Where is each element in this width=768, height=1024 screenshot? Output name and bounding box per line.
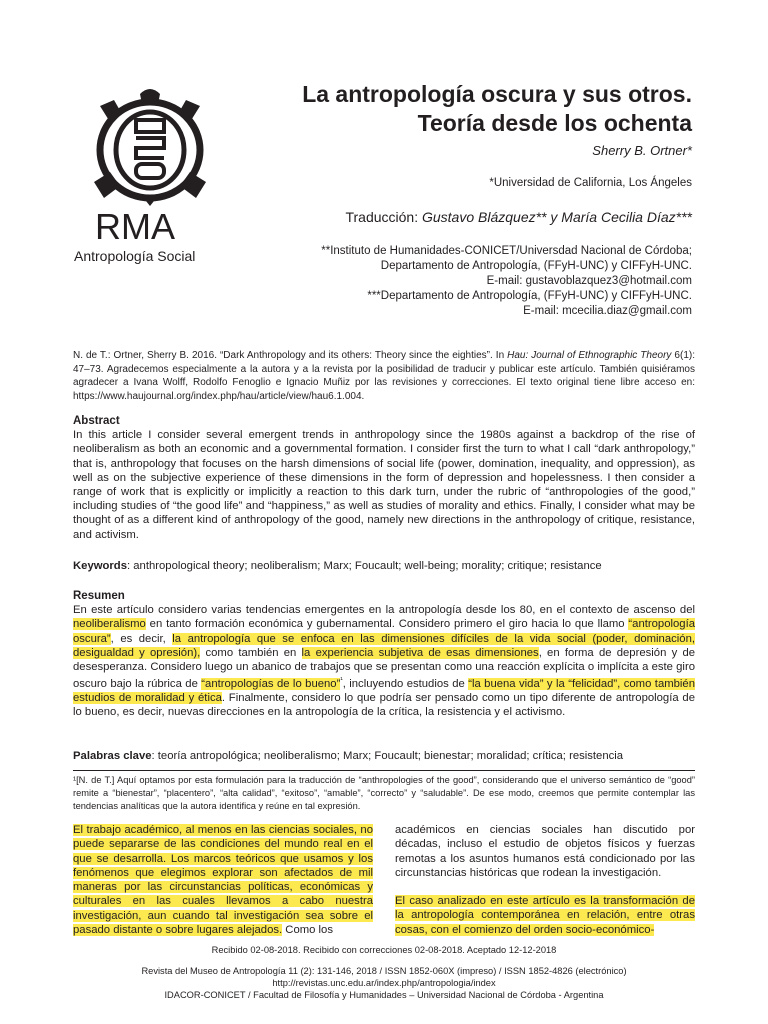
author-affiliation: *Universidad de California, Los Ángeles: [489, 177, 692, 189]
resumen-heading: Resumen: [73, 590, 125, 602]
resumen-section: [73, 589, 695, 720]
received-dates: Recibido 02-08-2018. Recibido con correcciones 02-08-2018. Aceptado 12-12-2018: [211, 945, 557, 955]
affil-line: ***Departamento de Antropología, (FFyH-UNC) y CIFFyH-UNC.: [367, 290, 692, 302]
resumen-seg: , incluyendo estudios de: [342, 677, 469, 690]
body-paragraph-highlighted: [395, 894, 695, 937]
keywords: [73, 560, 695, 572]
footnote-marker: ¹: [340, 677, 343, 685]
article-title: La antropología oscura y sus otros. Teoría desde los ochenta: [302, 81, 692, 136]
resumen-highlight: “antropologías de lo bueno”: [201, 677, 341, 690]
journal-footer: [73, 966, 695, 1001]
resumen-seg: En este artículo considero varias tendencias emergentes en la antropología desde los 80, en el contexto de ascenso del: [73, 604, 695, 617]
body-text: Como los: [282, 924, 333, 937]
note-text-rest: 6(1): 47–73. Agradecemos especialmente a la autora y a la revista por la posibilidad de traducir y publicar este artículo. También quisiéramos agradecer a Ivana Wolff, Rodolfo Fenoglio e Ignacio Muñiz por las revisiones y correcciones. El texto original tiene libre acceso en: https://www.haujournal.org/index.php/hau/article/view/hau6.1.004.: [73, 350, 695, 403]
body-highlight: El trabajo académico, al menos en las ciencias sociales, no puede separarse de las condiciones del mundo real en el que se desarrolla. Los marcos teóricos que usamos y los fenómenos que elegimos explorar son afectados de mil maneras por las circunstancias políticas, económicas y culturales en las cuales llevamos a cabo nuestra investigación, aun cuando tal investigación sea sobre el pasado distante o sobre lugares alejados.: [73, 824, 373, 937]
affil-line: **Instituto de Humanidades-CONICET/Universdad Nacional de Córdoba;: [321, 245, 692, 257]
body-highlight: El caso analizado en este artículo es la transformación de la antropología contemporánea en relación, entre otras cosas, con el comienzo del orden socio-económico-: [395, 895, 695, 936]
resumen-seg: en tanto formación económica y gubernamental. Considero primero el giro hacia lo que llamo: [145, 618, 629, 631]
keywords-label: Keywords: [73, 560, 127, 572]
footnote: ¹[N. de T.] Aquí optamos por esta formulación para la traducción de “anthropologies of the good”, considerando que el universo semántico de “good” remite a “bienestar”, “placentero”, “alta calidad”, “exitoso”, “amable”, “correcto” y “saludable”. De ese modo, creemos que permite contemplar las tendencias analíticas que la autora identifica y reúne en tal expresión.: [73, 775, 695, 811]
keywords-text: : anthropological theory; neoliberalism; Marx; Foucault; well-being; morality; critique; resistance: [127, 560, 602, 572]
resumen-highlight: la experiencia subjetiva de esas dimensiones: [301, 646, 539, 659]
resumen-seg: , en forma de depresión y de desesperanza. Considero luego un abanico de trabajos que se presentan como una reacción explícita o implícita a este giro oscuro bajo la rúbrica de: [73, 646, 696, 690]
abstract-heading: Abstract: [73, 415, 120, 427]
resumen-highlight: “la buena vida” y la “felicidad”, como también estudios de moralidad y ética: [73, 677, 695, 705]
journal-logo: [70, 86, 230, 211]
abstract-text: In this article I consider several emergent trends in anthropology since the 1980s against a backdrop of the rise of neoliberalism as both an economic and a governmental formation. I consider first the turn to what I call “dark anthropology,” that is, anthropology that focuses on the harsh dimensions of social life (power, domination, inequality, and oppression), as well as on the subjective experience of these dimensions in the form of depression and hopelessness. I then consider a range of work that is explicitly or implicitly a reaction to this dark turn, under the rubric of “anthropologies of the good,” including studies of “the good life” and “happiness,” as well as studies of morality and ethics. Finally, I consider what may be thought of as a different kind of anthropology of the good, namely new directions in the anthropology of critique, resistance, and activism.: [73, 429, 695, 541]
resumen-highlight: “antropología oscura”: [73, 618, 695, 645]
resumen-highlight: la antropología que se enfoca en las dimensiones difíciles de la vida social (poder, dominación, desigualdad y opresión),: [73, 632, 695, 659]
affil-line: Departamento de Antropología, (FFyH-UNC) y CIFFyH-UNC.: [380, 260, 692, 272]
resumen-text: [73, 603, 695, 719]
footnote-divider: [73, 770, 695, 771]
palabras-clave: [73, 750, 695, 762]
affil-line: E-mail: gustavoblazquez3@hotmail.com: [486, 275, 692, 287]
body-paragraph: académicos en ciencias sociales han discutido por décadas, incluso el estudio de objetos físicos y fuerzas remotas a los asuntos humanos está condicionado por las circunstancias históricas que rodean la investigación.: [395, 824, 695, 879]
translator-affiliations: [240, 244, 692, 319]
palabras-clave-label: Palabras clave: [73, 750, 152, 762]
turtle-emblem-icon: [70, 86, 230, 206]
note-text: N. de T.: Ortner, Sherry B. 2016. “Dark Anthropology and its others: Theory since the eighties”. In: [73, 350, 508, 361]
logo-subtitle: Antropología Social: [74, 248, 196, 264]
translation-label: Traducción:: [345, 209, 419, 225]
translation-credit: [240, 209, 692, 225]
affil-line: E-mail: mcecilia.diaz@gmail.com: [523, 305, 692, 317]
footer-url: http://revistas.unc.edu.ar/index.php/antropologia/index: [272, 977, 496, 988]
translator-names: Gustavo Blázquez** y María Cecilia Díaz***: [421, 209, 692, 225]
body-column-left: [73, 823, 373, 937]
resumen-seg: , es decir,: [110, 632, 173, 645]
palabras-clave-text: : teoría antropológica; neoliberalismo; Marx; Foucault; bienestar; moralidad; crítica; resistencia: [151, 750, 624, 762]
translator-note: [73, 349, 695, 404]
note-journal: Hau: Journal of Ethnographic Theory: [507, 350, 672, 361]
abstract-section: [73, 414, 695, 542]
footer-line: Revista del Museo de Antropología 11 (2): 131-146, 2018 / ISSN 1852-060X (impreso) / ISSN 1852-4826 (electrónico): [141, 966, 627, 976]
footer-line: IDACOR-CONICET / Facultad de Filosofía y Humanidades – Universidad Nacional de Córdoba - Argentina: [164, 989, 604, 1000]
resumen-seg: como también en: [200, 646, 302, 659]
logo-letters: RMA: [95, 206, 175, 247]
resumen-seg: . Finalmente, considero lo que podría ser pensado como un tipo diferente de antropología de lo bueno, es decir, nuevas direcciones en la antropología de la crítica, la resistencia y el activismo.: [73, 692, 695, 719]
body-column-right: [395, 823, 695, 951]
resumen-highlight: neoliberalismo: [73, 618, 146, 631]
article-author: Sherry B. Ortner*: [592, 143, 692, 158]
